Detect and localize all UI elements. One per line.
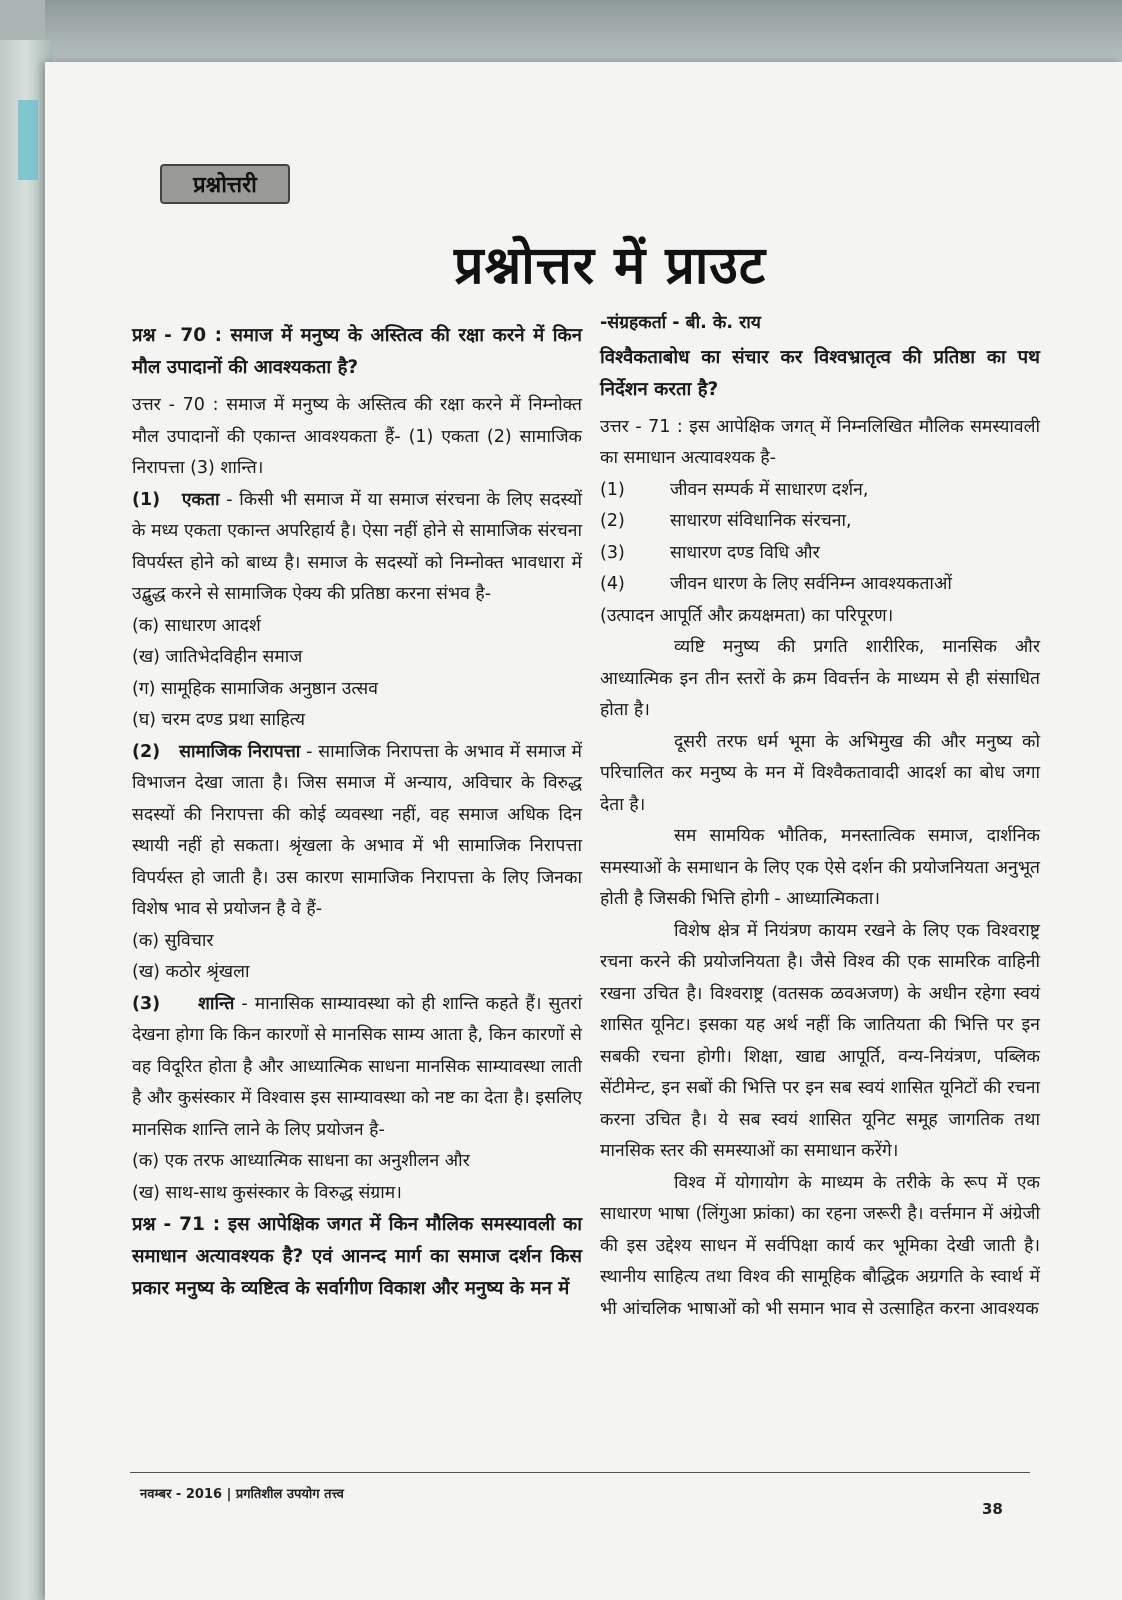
item-text: जीवन सम्पर्क में साधारण दर्शन, (670, 479, 869, 500)
item-number: (1) (600, 479, 625, 500)
security-item: (क) सुविचार (132, 930, 214, 951)
unity-item: (घ) चरम दण्ड प्रथा साहित्य (132, 710, 306, 730)
point-peace (132, 989, 582, 1147)
point-security-heading: (2) सामाजिक निरापत्ता (132, 741, 301, 762)
section-tag: प्रश्नोत्तरी (160, 164, 290, 204)
right-column (600, 308, 1040, 1325)
answer-71-item (600, 538, 1040, 570)
point-peace-heading: (3) शान्ति (132, 993, 235, 1014)
peace-item: (ख) साथ-साथ कुसंस्कार के विरुद्ध संग्राम। (132, 1182, 402, 1203)
question-71-start: प्रश्न - 71 : इस आपेक्षिक जगत में किन मौलिक समस्यावली का समाधान अत्यावश्यक है? एवं आनन्द मार्ग का समाज दर्शन किस प्रकार मनुष्य के व्यष्टित्व के सर्वागीण विकाश और मनुष्य के मन में (132, 1214, 582, 1299)
compiler-credit: -संग्रहकर्ता - बी. के. राय (600, 313, 761, 333)
paragraph-vyashti: व्यष्टि मनुष्य की प्रगति शारीरिक, मानसिक और आध्यात्मिक इन तीन स्तरों के क्रम विवर्त्तन के माध्यम से ही संसाधित होता है। (600, 637, 1040, 720)
left-column (132, 320, 582, 1305)
question-71-end: विश्वैकताबोध का संचार कर विश्वभ्रातृत्व की प्रतिष्ठा का पथ निर्देशन करता है? (600, 346, 1040, 400)
point-unity-heading: (1) एकता (132, 489, 220, 510)
item-number: (3) (600, 542, 625, 563)
point-security (132, 737, 582, 926)
answer-70: उत्तर - 70 : समाज में मनुष्य के अस्तित्व की रक्षा करने में निम्नोक्त मौल उपादानों की एकान्त आवश्यकता हैं- (1) एकता (2) सामाजिक निरापत्ता (3) शान्ति। (132, 395, 582, 478)
item-text: जीवन धारण के लिए सर्वनिम्न आवश्यकताओं (670, 574, 952, 594)
question-70: प्रश्न - 70 : समाज में मनुष्य के अस्तित्व की रक्षा करने में किन मौल उपादानों की आवश्यकता है? (132, 325, 582, 378)
footer-issue: नवम्बर - 2016 | प्रगतिशील उपयोग तत्त्व (140, 1487, 344, 1502)
paragraph-vishesh: विशेष क्षेत्र में नियंत्रण कायम रखने के लिए एक विश्वराष्ट्र रचना करने की प्रयोजनियता है। जैसे विश्व की एक सामरिक वाहिनी रखना उचित है। विश्वराष्ट्र (वतसक ळवअजण) के अधीन रहेगा स्वयं शासित यूनिट। इसका यह अर्थ नहीं कि जातियता की भित्ति पर इन सबकी रचना होगी। शिक्षा, खाद्य आपूर्ति, वन्य-नियंत्रण, पब्लिक सेंटीमेन्ट, इन सबों की भित्ति पर इन सब स्वयं शासित यूनिटों की रचना करना उचित है। ये सब स्वयं शासित यूनिट समूह जागतिक तथा मानसिक स्तर की समस्याओं का समाधान करेंगे। (600, 920, 1040, 1161)
point-unity (132, 485, 582, 611)
answer-71-item (600, 506, 1040, 538)
unity-item: (ग) सामूहिक सामाजिक अनुष्ठान उत्सव (132, 678, 378, 699)
answer-71-item (600, 475, 1040, 507)
article-title: प्रश्नोत्तर में प्राउट (453, 236, 767, 296)
unity-item: (ख) जातिभेदविहीन समाज (132, 647, 303, 667)
point-peace-text: - मानासिक साम्यावस्था को ही शान्ति कहते हैं। सुतरां देखना होगा कि किन कारणों से मानसिक साम्य आता है, किन कारणों से वह विदूरित होता है और आध्यात्मिक साधना मानसिक साम्यावस्था लाती है और कुसंस्कार में विश्वास इस साम्यावस्था को नष्ट का देता है। इसलिए मानसिक शान्ति लाने के लिए प्रयोजन है- (132, 993, 582, 1140)
point-unity-text: - किसी भी समाज में या समाज संरचना के लिए सदस्यों के मध्य एकता एकान्त अपरिहार्य है। ऐसा नहीं होने से सामाजिक संरचना विपर्यस्त होने को बाध्य है। समाज के सदस्यों को निम्नोक्त भावधारा में उद्बुद्ध करने से सामाजिक ऐक्य की प्रतिष्ठा करना संभव है- (132, 489, 583, 604)
unity-item: (क) साधारण आदर्श (132, 615, 261, 636)
item-number: (4) (600, 574, 625, 594)
answer-71: उत्तर - 71 : इस आपेक्षिक जगत् में निम्नलिखित मौलिक समस्यावली का समाधान अत्यावश्यक है- (600, 416, 1040, 468)
cover-stripe (18, 100, 38, 180)
peace-item: (क) एक तरफ आध्यात्मिक साधना का अनुशीलन और (132, 1151, 470, 1171)
paragraph-samayik: सम सामयिक भौतिक, मनस्तात्विक समाज, दार्शनिक समस्याओं के समाधान के लिए एक ऐसे दर्शन की प्रयोजनियता अनुभूत होती है जिसकी भित्ति होगी - आध्यात्मिकता। (600, 826, 1040, 909)
paragraph-dharma: दूसरी तरफ धर्म भूमा के अभिमुख की और मनुष्य को परिचालित कर मनुष्य के मन में विश्वैकतावादी आदर्श का बोध जगा देता है। (600, 731, 1040, 815)
answer-71-item-continuation: (उत्पादन आपूर्ति और क्रयक्षमता) का परिपूरण। (600, 605, 894, 626)
item-number: (2) (600, 511, 625, 531)
point-security-text: - सामाजिक निरापत्ता के अभाव में समाज में विभाजन देखा जाता है। जिस समाज में अन्याय, अविचार के विरुद्ध सदस्यों की निरापत्ता की कोई व्यवस्था नहीं, वह समाज अधिक दिन स्थायी नहीं हो सकता। श्रृंखला के अभाव में भी सामाजिक निरापत्ता विपर्यस्त हो जाती है। उस कारण सामाजिक निरापत्ता के लिए जिनका विशेष भाव से प्रयोजन है वे हैं- (132, 741, 582, 919)
footer-rule (130, 1472, 1030, 1473)
item-text: साधारण संविधानिक संरचना, (670, 511, 852, 531)
security-item: (ख) कठोर श्रृंखला (132, 962, 250, 982)
scan-top-background (45, 0, 1122, 62)
item-text: साधारण दण्ड विधि और (670, 542, 820, 563)
page-number: 38 (982, 1500, 1003, 1518)
paragraph-vishwa: विश्व में योगायोग के माध्यम के तरीके के रूप में एक साधारण भाषा (लिंगुआ फ्रांका) का रहना जरूरी है। वर्त्तमान में अंग्रेजी की इस उद्देश्य साधन में सर्वपिक्षा कार्य कर भूमिका देखी जाती है। स्थानीय साहित्य तथा विश्व की सामूहिक बौद्धिक अग्रगति के स्वार्थ में भी आंचलिक भाषाओं को भी समान भाव से उत्साहित करना आवश्यक (600, 1172, 1040, 1319)
answer-71-item (600, 569, 1040, 601)
